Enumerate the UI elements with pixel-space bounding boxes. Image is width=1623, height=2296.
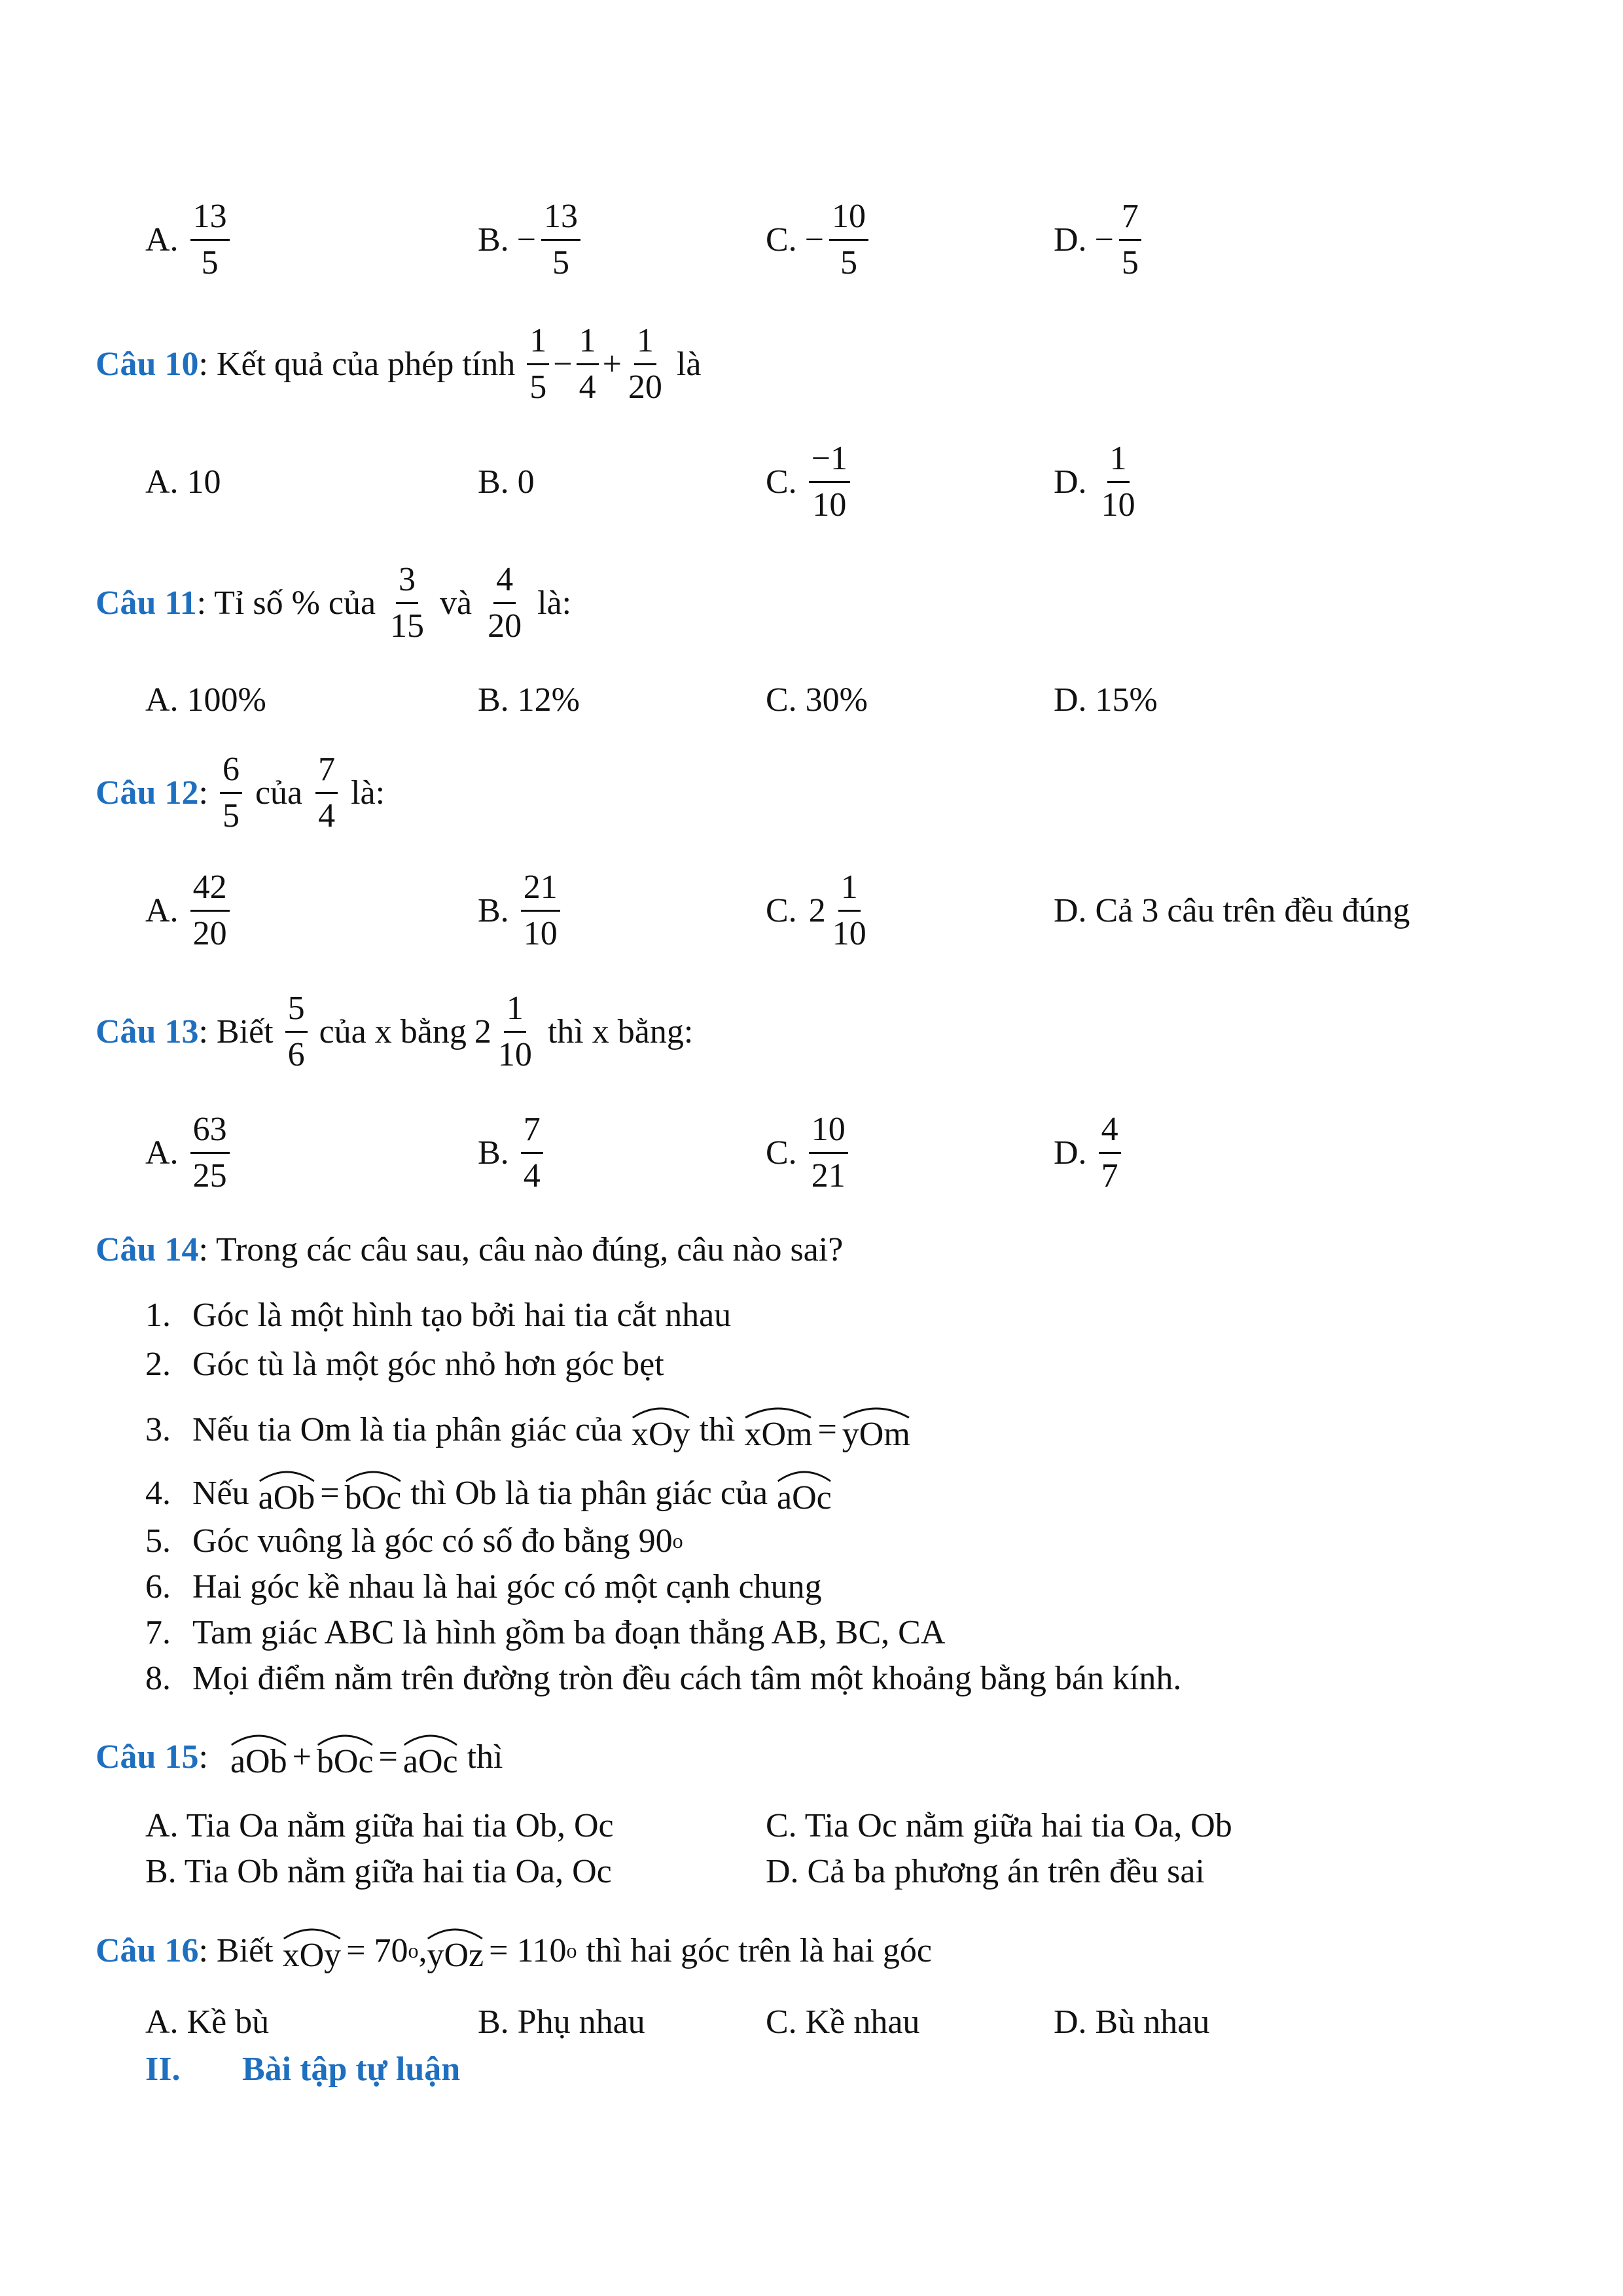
fraction: $\frac{4}{7}$ [1099, 1113, 1121, 1193]
fraction: $\frac{10}{5}$ [829, 200, 868, 280]
question-label: Câu 15 [96, 1738, 199, 1776]
angle-symbol: yOz [427, 1927, 484, 1975]
q16-option-d[interactable]: D. Bù nhau [1054, 2003, 1210, 2041]
list-item: 7. Tam giác ABC là hình gồm ba đoạn thẳng AB, BC, CA [145, 1614, 946, 1651]
angle-symbol: xOy [632, 1406, 690, 1454]
q16-option-c[interactable]: C. Kề nhau [766, 2003, 920, 2041]
q13-option-c[interactable]: C. $\frac{10}{21}$ [766, 1113, 852, 1193]
section-title: Bài tập tự luận [242, 2051, 461, 2088]
q11-question: Câu 11 : Tỉ số % của $\frac{3}{15}$ và $\frac{4}{20}$ là: [96, 561, 572, 645]
q12-option-c[interactable]: C. 2 $\frac{1}{10}$ [766, 870, 873, 951]
angle-symbol: aOc [403, 1733, 458, 1781]
section-number: II. [145, 2051, 181, 2088]
fraction: $\frac{13}{5}$ [541, 200, 580, 280]
list-item: 4. Nếu aOb = bOc thì Ob là tia phân giác của aOc [145, 1469, 832, 1517]
question-label: Câu 10 [96, 346, 199, 383]
fraction: $\frac{1}{10}$ [497, 990, 532, 1073]
angle-symbol: yOm [842, 1406, 910, 1454]
list-item: 6. Hai góc kề nhau là hai góc có một cạnh chung [145, 1568, 822, 1605]
q15-option-d[interactable]: D. Cả ba phương án trên đều sai [766, 1853, 1205, 1890]
q11-option-b[interactable]: B. 12% [478, 681, 580, 719]
q13-option-a[interactable]: A. $\frac{63}{25}$ [145, 1113, 234, 1193]
q13-option-d[interactable]: D. $\frac{4}{7}$ [1054, 1113, 1125, 1193]
q16-question: Câu 16 : Biết xOy = 70 o , yOz = 110 o thì hai góc trên là hai góc [96, 1927, 932, 1975]
q10-option-b[interactable]: B. 0 [478, 463, 535, 501]
q15-question: Câu 15 : aOb + bOc = aOc thì [96, 1733, 503, 1781]
fraction: $\frac{7}{4}$ [521, 1113, 543, 1193]
fraction: $\frac{1}{20}$ [628, 322, 662, 406]
question-label: Câu 12 [96, 774, 199, 812]
fraction: $\frac{63}{25}$ [190, 1113, 230, 1193]
q11-option-a[interactable]: A. 100% [145, 681, 266, 719]
fraction: $\frac{42}{20}$ [190, 870, 230, 951]
q10-question: Câu 10 : Kết quả của phép tính $\frac{1}{5}$ − $\frac{1}{4}$ + $\frac{1}{20}$ là [96, 322, 702, 406]
q16-option-b[interactable]: B. Phụ nhau [478, 2003, 645, 2041]
fraction: $\frac{4}{20}$ [488, 561, 522, 645]
q9-option-c[interactable]: C. − $\frac{10}{5}$ [766, 200, 872, 280]
angle-symbol: aOb [230, 1733, 287, 1781]
list-item: 2. Góc tù là một góc nhỏ hơn góc bẹt [145, 1346, 664, 1383]
question-label: Câu 13 [96, 1013, 199, 1050]
fraction: $\frac{1}{4}$ [577, 324, 599, 404]
fraction: $\frac{21}{10}$ [521, 870, 560, 951]
q12-option-b[interactable]: B. $\frac{21}{10}$ [478, 870, 564, 951]
q11-option-c[interactable]: C. 30% [766, 681, 868, 719]
angle-symbol: xOy [283, 1927, 342, 1975]
q12-option-a[interactable]: A. $\frac{42}{20}$ [145, 870, 234, 951]
q13-question: Câu 13 : Biết $\frac{5}{6}$ của x bằng 2 $\frac{1}{10}$ thì x bằng: [96, 990, 694, 1073]
angle-symbol: bOc [345, 1469, 402, 1517]
list-item: 5. Góc vuông là góc có số đo bằng 90 o [145, 1522, 683, 1560]
fraction: $\frac{-1}{10}$ [809, 442, 850, 522]
q10-option-c[interactable]: C. $\frac{-1}{10}$ [766, 442, 854, 522]
q15-option-c[interactable]: C. Tia Oc nằm giữa hai tia Oa, Ob [766, 1807, 1232, 1844]
question-label: Câu 11 [96, 584, 197, 622]
fraction: $\frac{1}{10}$ [832, 869, 866, 952]
q10-option-d[interactable]: D. $\frac{1}{10}$ [1054, 442, 1142, 522]
q12-question: Câu 12 : $\frac{6}{5}$ của $\frac{7}{4}$ là: [96, 751, 385, 834]
fraction: $\frac{7}{5}$ [1119, 200, 1141, 280]
fraction: $\frac{5}{6}$ [285, 992, 308, 1072]
q15-option-a[interactable]: A. Tia Oa nằm giữa hai tia Ob, Oc [145, 1807, 614, 1844]
q14-question: Câu 14 : Trong các câu sau, câu nào đúng, câu nào sai? [96, 1231, 844, 1268]
q9-option-a[interactable]: A. $\frac{13}{5}$ [145, 200, 234, 280]
angle-symbol: aOc [777, 1469, 832, 1517]
angle-symbol: bOc [317, 1733, 374, 1781]
q12-option-d[interactable]: D. Cả 3 câu trên đều đúng [1054, 892, 1410, 929]
list-item: 3. Nếu tia Om là tia phân giác của xOy thì xOm = yOm [145, 1406, 910, 1454]
fraction: $\frac{7}{4}$ [315, 753, 338, 833]
list-item: 8. Mọi điểm nằm trên đường tròn đều cách tâm một khoảng bằng bán kính. [145, 1660, 1182, 1697]
question-label: Câu 16 [96, 1932, 199, 1969]
question-label: Câu 14 [96, 1231, 199, 1268]
angle-symbol: xOm [744, 1406, 812, 1454]
fraction: $\frac{13}{5}$ [190, 200, 230, 280]
q9-option-b[interactable]: B. − $\frac{13}{5}$ [478, 200, 584, 280]
fraction: $\frac{3}{15}$ [390, 561, 425, 645]
angle-symbol: aOb [259, 1469, 315, 1517]
fraction: $\frac{1}{10}$ [1101, 440, 1135, 524]
list-item: 1. Góc là một hình tạo bởi hai tia cắt nhau [145, 1297, 732, 1334]
fraction: $\frac{6}{5}$ [220, 753, 242, 833]
fraction: $\frac{10}{21}$ [809, 1113, 848, 1193]
q10-option-a[interactable]: A. 10 [145, 463, 221, 501]
fraction: $\frac{1}{5}$ [527, 324, 549, 404]
q16-option-a[interactable]: A. Kề bù [145, 2003, 270, 2041]
q9-option-d[interactable]: D. − $\frac{7}{5}$ [1054, 200, 1145, 280]
q15-option-b[interactable]: B. Tia Ob nằm giữa hai tia Oa, Oc [145, 1853, 612, 1890]
q13-option-b[interactable]: B. $\frac{7}{4}$ [478, 1113, 547, 1193]
q11-option-d[interactable]: D. 15% [1054, 681, 1158, 719]
